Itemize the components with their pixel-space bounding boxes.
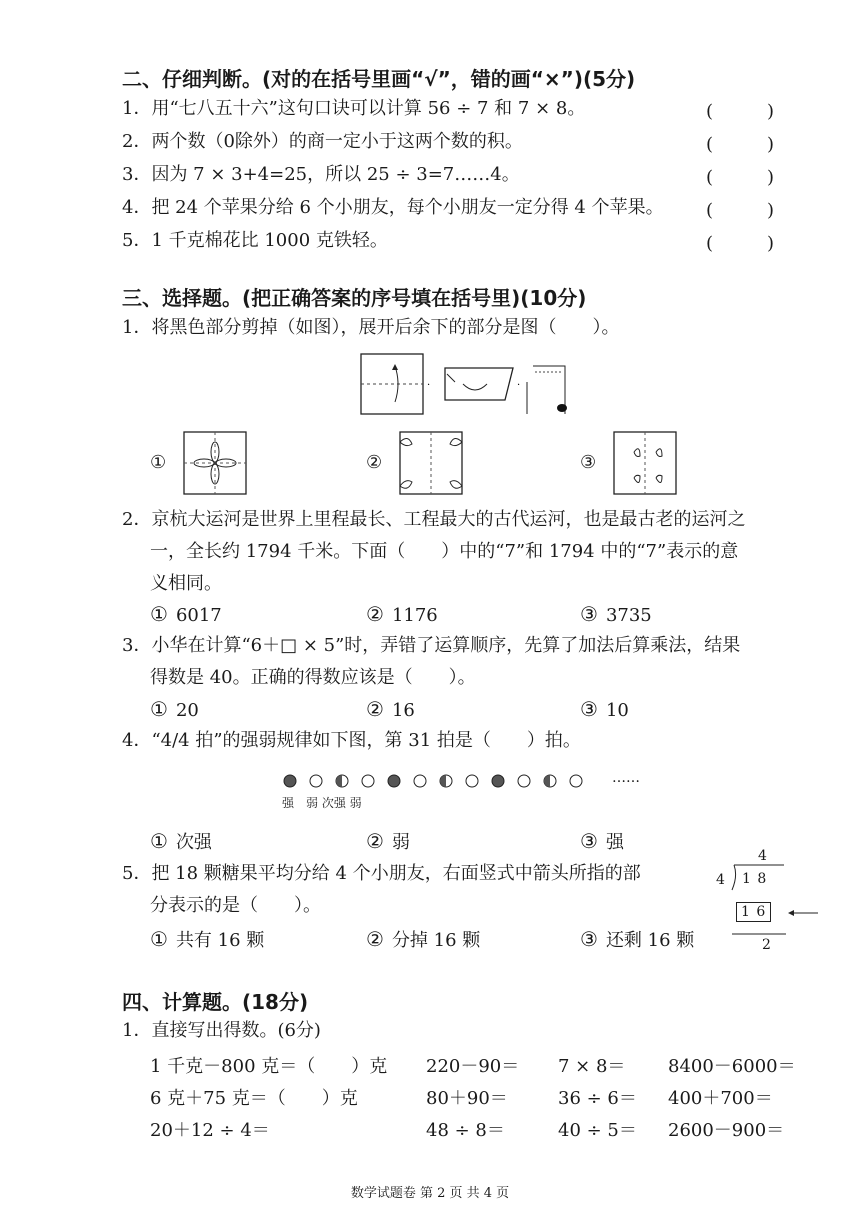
svg-text:·: · <box>427 380 431 391</box>
choice-q1-option-2-figure[interactable] <box>396 430 466 496</box>
option-num: ③ <box>580 602 598 626</box>
beat-ellipsis: …… <box>612 770 640 786</box>
choice-q2-line-2: 一，全长约 1794 千米。下面（ ）中的“7”和 1794 中的“7”表示的意 <box>150 541 739 562</box>
beat-strong-icon <box>284 775 296 787</box>
section-2-title: 二、仔细判断。(对的在括号里画“√”，错的画“×”)(5分) <box>122 67 636 91</box>
judge-answer-2[interactable]: ( ) <box>706 134 775 155</box>
calc-cell[interactable]: 400＋700＝ <box>668 1088 773 1109</box>
choice-q1-option-1-num[interactable]: ① <box>150 452 167 473</box>
choice-q2-option-1[interactable] <box>150 602 222 626</box>
option-num: ③ <box>580 829 598 853</box>
choice-q2-line-1: 2．京杭大运河是世界上里程最长、工程最大的古代运河，也是最古老的运河之 <box>122 509 746 530</box>
option-label: 共有 16 颗 <box>175 930 265 951</box>
judge-item-5: 5．1 千克棉花比 1000 克铁轻。 <box>122 230 388 251</box>
calc-cell[interactable]: 80＋90＝ <box>426 1088 508 1109</box>
calc-cell[interactable]: 1 千克－800 克＝（ ）克 <box>150 1056 388 1077</box>
option-label: 还剩 16 颗 <box>605 930 695 951</box>
calc-cell[interactable]: 2600－900＝ <box>668 1120 785 1141</box>
choice-q5-line-1: 5．把 18 颗糖果平均分给 4 个小朋友，右面竖式中箭头所指的部 <box>122 863 641 884</box>
choice-q4-option-1[interactable] <box>150 828 212 854</box>
option-num: ① <box>150 602 168 626</box>
beat-half-fill <box>440 775 446 787</box>
beat-weak-icon <box>414 775 426 787</box>
paper-fold-figure <box>355 352 575 418</box>
arrow-left-icon <box>786 906 820 920</box>
beat-weak-icon <box>570 775 582 787</box>
option-label: 6017 <box>175 605 222 626</box>
calc-cell[interactable]: 40 ÷ 5＝ <box>558 1120 637 1141</box>
option-label: 分掉 16 颗 <box>391 930 481 951</box>
choice-q1-option-3-num[interactable]: ③ <box>580 452 597 473</box>
choice-q2-option-3[interactable] <box>580 602 652 626</box>
choice-q1-option-2-num[interactable]: ② <box>366 452 383 473</box>
option-num: ② <box>366 602 384 626</box>
calc-cell[interactable]: 8400－6000＝ <box>668 1056 796 1077</box>
section-3-title: 三、选择题。(把正确答案的序号填在括号里)(10分) <box>122 286 587 310</box>
option-num: ③ <box>580 927 598 951</box>
choice-q4-option-3[interactable] <box>580 828 624 854</box>
calc-q1-title: 1．直接写出得数。(6分) <box>122 1020 321 1041</box>
option-label: 3735 <box>605 605 652 626</box>
beat-half-fill <box>336 775 342 787</box>
calc-cell[interactable]: 20＋12 ÷ 4＝ <box>150 1120 270 1141</box>
choice-q3-option-2[interactable] <box>366 697 415 721</box>
option-num: ② <box>366 697 384 721</box>
section-4-title: 四、计算题。(18分) <box>122 990 309 1014</box>
option-label: 16 <box>391 700 415 721</box>
choice-q4-text: 4．“4/4 拍”的强弱规律如下图，第 31 拍是（ ）拍。 <box>122 730 581 751</box>
beat-strong-icon <box>388 775 400 787</box>
beat-labels: 强 弱 次强 弱 <box>282 796 362 810</box>
division-dividend: 1 8 <box>742 871 768 887</box>
option-num: ① <box>150 829 168 853</box>
option-label: 1176 <box>391 605 438 626</box>
division-product: 1 6 <box>736 902 771 922</box>
choice-q4-option-2[interactable] <box>366 828 410 854</box>
option-num: ② <box>366 927 384 951</box>
option-label: 强 <box>605 832 624 853</box>
choice-q3-option-3[interactable] <box>580 697 629 721</box>
svg-text:·: · <box>517 380 521 391</box>
division-divisor: 4 <box>716 872 725 888</box>
beat-weak-icon <box>362 775 374 787</box>
choice-q5-option-3[interactable] <box>580 926 694 952</box>
judge-answer-5[interactable]: ( ) <box>706 233 775 254</box>
option-num: ① <box>150 697 168 721</box>
choice-q5-option-1[interactable] <box>150 926 264 952</box>
judge-item-1: 1．用“七八五十六”这句口诀可以计算 56 ÷ 7 和 7 × 8。 <box>122 98 586 119</box>
division-line <box>730 932 790 936</box>
judge-answer-1[interactable]: ( ) <box>706 101 775 122</box>
judge-item-3: 3．因为 7 × 3+4=25，所以 25 ÷ 3=7……4。 <box>122 164 520 185</box>
choice-q3-line-2: 得数是 40。正确的得数应该是（ ）。 <box>150 667 476 688</box>
calc-cell[interactable]: 220－90＝ <box>426 1056 520 1077</box>
judge-answer-3[interactable]: ( ) <box>706 167 775 188</box>
choice-q3-line-1: 3．小华在计算“6＋□ × 5”时，弄错了运算顺序，先算了加法后算乘法，结果 <box>122 635 741 656</box>
choice-q3-option-1[interactable] <box>150 697 199 721</box>
beat-pattern-figure <box>278 770 618 792</box>
choice-q1-text: 1．将黑色部分剪掉（如图），展开后余下的部分是图（ ）。 <box>122 317 620 338</box>
judge-answer-4[interactable]: ( ) <box>706 200 775 221</box>
judge-item-2: 2．两个数（0除外）的商一定小于这两个数的积。 <box>122 131 523 152</box>
choice-q1-option-3-figure[interactable] <box>610 430 680 496</box>
option-label: 弱 <box>391 832 410 853</box>
option-num: ② <box>366 829 384 853</box>
beat-weak-icon <box>310 775 322 787</box>
beat-weak-icon <box>518 775 530 787</box>
option-label: 20 <box>175 700 199 721</box>
calc-cell[interactable]: 48 ÷ 8＝ <box>426 1120 505 1141</box>
beat-strong-icon <box>492 775 504 787</box>
choice-q2-line-3: 义相同。 <box>150 573 222 594</box>
calc-cell[interactable]: 36 ÷ 6＝ <box>558 1088 637 1109</box>
division-quotient: 4 <box>758 848 767 864</box>
choice-q5-option-2[interactable] <box>366 926 480 952</box>
option-num: ① <box>150 927 168 951</box>
division-remainder: 2 <box>762 937 771 953</box>
calc-cell[interactable]: 7 × 8＝ <box>558 1056 626 1077</box>
choice-q2-option-2[interactable] <box>366 602 438 626</box>
division-bracket <box>726 864 788 894</box>
judge-item-4: 4．把 24 个苹果分给 6 个小朋友，每个小朋友一定分得 4 个苹果。 <box>122 197 664 218</box>
page-footer: 数学试题卷 第 2 页 共 4 页 <box>350 1186 510 1201</box>
choice-q1-option-1-figure[interactable] <box>180 430 250 496</box>
option-num: ③ <box>580 697 598 721</box>
option-label: 次强 <box>175 832 212 853</box>
beat-weak-icon <box>466 775 478 787</box>
beat-half-fill <box>544 775 550 787</box>
calc-cell[interactable]: 6 克＋75 克＝（ ）克 <box>150 1088 358 1109</box>
choice-q5-line-2: 分表示的是（ ）。 <box>150 895 321 916</box>
option-label: 10 <box>605 700 629 721</box>
